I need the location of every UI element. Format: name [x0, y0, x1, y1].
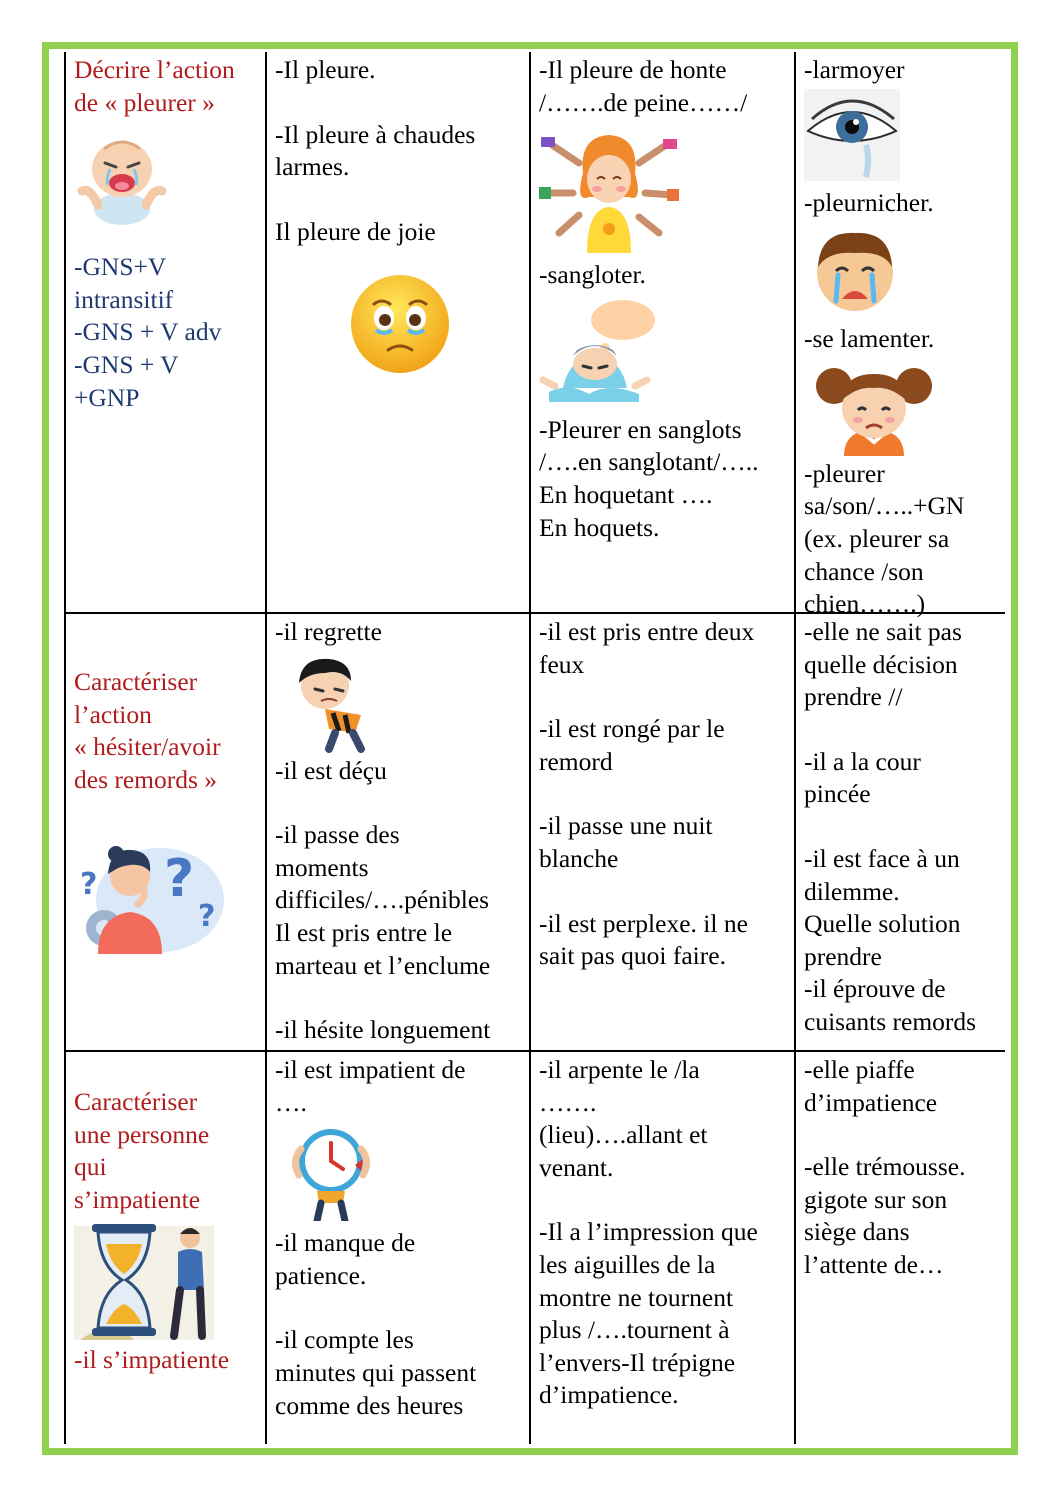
row3-col1-line: -il est impatient de …. [275, 1055, 466, 1117]
row3-col3-cell [794, 1052, 1005, 1282]
crying-boy-icon [810, 225, 900, 317]
row1-col2-line: -Il pleure de honte /…….de peine……/ [539, 55, 748, 117]
row2-col3-line: -elle ne sait pas quelle décision prendre // [804, 617, 962, 712]
crying-baby-icon [72, 127, 172, 227]
row3-col1-line: -il compte les minutes qui passent comme des heures [275, 1325, 477, 1420]
row2-col2-line: -il passe une nuit blanche [539, 811, 713, 873]
row2-col2-line: -il est rongé par le remord [539, 714, 725, 776]
svg-text:?: ? [164, 849, 195, 910]
teary-eye-icon [804, 89, 900, 181]
row2-col3-cell [794, 614, 1005, 1039]
row3-col3-line: -elle trémousse. gigote sur son siège dans l’attente de… [804, 1152, 966, 1279]
row2-col2-line: -il est pris entre deux feux [539, 617, 755, 679]
row3-heading-tail: -il s’impatiente [74, 1345, 230, 1375]
regretful-boy-icon [285, 653, 385, 753]
row2-col1-line: -il passe des moments difficiles/….pénibles Il est pris entre le marteau et l’enclume [275, 820, 491, 980]
row2-col3-line: -il a la cour pincée [804, 746, 921, 809]
row1-col3-line: -se lamenter. [804, 324, 935, 354]
row1-col2-line: -sangloter. [539, 260, 646, 290]
row2-col2-line: -il est perplexe. il ne sait pas quoi faire. [539, 908, 748, 971]
row2-col1-line: -il est déçu [275, 755, 387, 785]
row3-heading-cell [64, 1084, 265, 1377]
row2-heading: Caractériser l’action « hésiter/avoir des remords » [74, 667, 221, 794]
row3-col1-line: -il manque de patience. [275, 1228, 416, 1290]
row3-col2-line: -Il a l’impression que les aiguilles de la montre ne tournent plus /….tournent à l’envers-Il trépigne d’impatience. [539, 1217, 758, 1410]
row2-col2-cell [529, 614, 794, 973]
row1-col1-line: -Il pleure. [275, 55, 376, 84]
row2-col1-line: -il hésite longuement [275, 1015, 491, 1045]
row1-col3-line: -pleurnicher. [804, 187, 934, 217]
row1-col2-line: -Pleurer en sanglots /….en sanglotant/….. En hoquetant …. En hoquets. [539, 414, 759, 542]
row1-grammar: -GNS+V intransitif -GNS + V adv -GNS + V +GNP [74, 252, 222, 412]
row3-col2-cell [529, 1052, 794, 1412]
row1-col1-line: -Il pleure à chaudes larmes. [275, 119, 476, 182]
row3-col3-line: -elle piaffe d’impatience [804, 1055, 938, 1117]
row1-heading-cell [64, 52, 265, 414]
row1-heading: Décrire l’action de « pleurer » [74, 55, 235, 117]
row3-heading: Caractériser une personne qui s’impatiente [74, 1087, 210, 1214]
row1-col1-cell [265, 52, 529, 376]
row1-col3-line: -pleurer sa/son/…..+GN (ex. pleurer sa chance /son chien…….) [804, 458, 965, 619]
svg-text:?: ? [80, 867, 98, 903]
row1-col3-cell [794, 52, 1005, 621]
sad-girl-icon [804, 360, 944, 456]
ashamed-girl-icon [539, 123, 679, 253]
row3-col1-cell [265, 1052, 529, 1422]
row2-col1-cell [265, 614, 529, 1047]
vocabulary-table [64, 52, 1005, 1444]
teary-emoji-icon [348, 272, 452, 376]
row1-col3-line: -larmoyer [804, 55, 905, 84]
row2-heading-cell [64, 664, 265, 954]
thinking-woman-icon [74, 824, 226, 954]
row3-col2-line: -il arpente le /la ……. (lieu)….allant et venant. [539, 1055, 708, 1182]
row2-col3-line: -il est face à un dilemme. Quelle solution prendre -il éprouve de cuisants remords [804, 843, 977, 1036]
row1-col1-line: Il pleure de joie [275, 216, 436, 246]
clock-carrier-icon [281, 1125, 377, 1221]
hourglass-man-icon [74, 1220, 214, 1340]
svg-text:?: ? [198, 899, 216, 935]
row1-col2-cell [529, 52, 794, 544]
sobbing-child-icon [539, 296, 659, 408]
row2-col1-line: -il regrette [275, 617, 382, 646]
